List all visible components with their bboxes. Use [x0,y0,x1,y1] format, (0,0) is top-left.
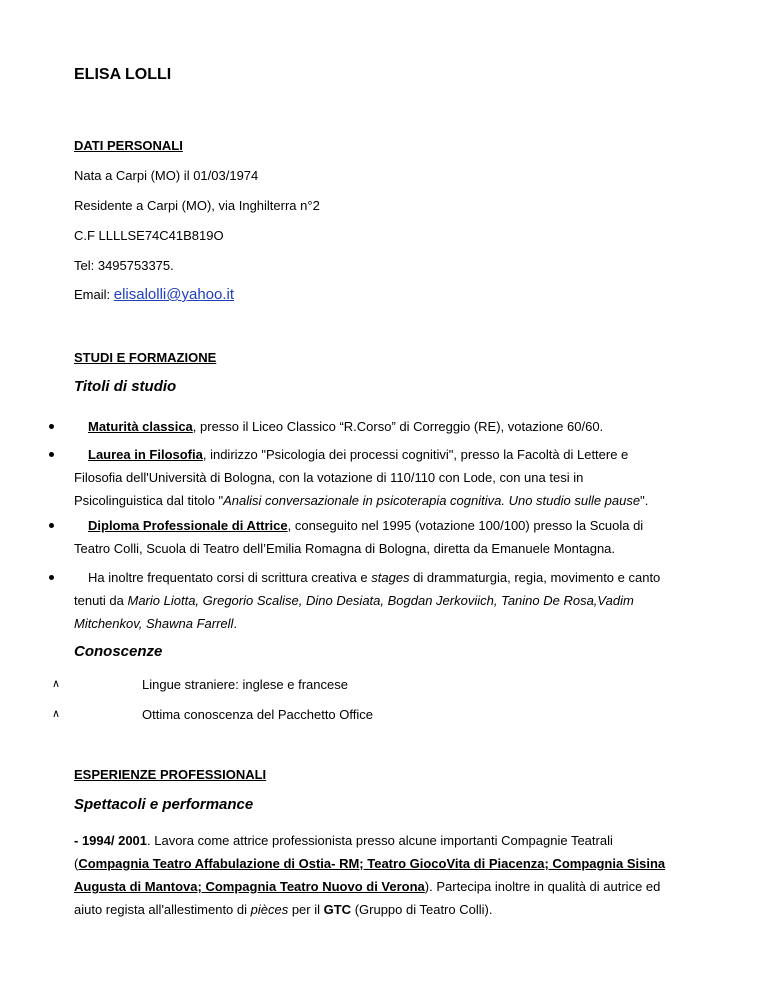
email-label: Email: [74,287,114,302]
study-item-corsi: Ha inoltre frequentato corsi di scrittura creativa e stages di drammaturgia, regia, movimento e canto tenuti da Mario Liotta, Gregorio Scalise, Dino Desiata, Bogdan Jerkoviich, Tanino De Rosa,Vadim Mitchenkov, Shawna Farrell. [74,566,694,635]
experience-paragraph: - 1994/ 2001. Lavora come attrice professionista presso alcune importanti Compagnie Teatrali (Compagnia Teatro Affabulazione di Ostia- RM; Teatro GiocoVita di Piacenza; Compagnia Sisina Augusta di Mantova; Compagnia Teatro Nuovo di Verona). Partecipa inoltre in qualità di autrice ed aiuto regista all'allestimento di pièces per il GTC (Gruppo di Teatro Colli). [74,833,666,917]
caret-bullet-icon: ∧ [52,678,61,690]
study-item-diploma: Diploma Professionale di Attrice, conseguito nel 1995 (votazione 100/100) presso la Scuola di Teatro Colli, Scuola di Teatro dell’Emilia Romagna di Bologna, diretta da Emanuele Montagna. [74,514,694,560]
residence-line: Residente a Carpi (MO), via Inghilterra n°2 [74,198,320,213]
experience-subheading: Spettacoli e performance [74,796,254,813]
study-title: Maturità classica [88,419,193,434]
study-item-maturita: Maturità classica, presso il Liceo Classico “R.Corso” di Correggio (RE), votazione 60/60. [74,415,694,438]
bullet-icon [49,523,54,528]
bullet-icon [49,424,54,429]
studies-subheading: Titoli di studio [74,378,177,395]
bullet-icon [49,452,54,457]
tel-line: Tel: 3495753375. [74,258,174,273]
knowledge-subheading: Conoscenze [74,643,163,660]
section-experience-heading: ESPERIENZE PROFESSIONALI [74,767,267,782]
study-title: Laurea in Filosofia [88,447,203,462]
section-personal-heading: DATI PERSONALI [74,138,183,153]
section-studies-heading: STUDI E FORMAZIONE [74,350,217,365]
cf-line: C.F LLLLSE74C41B819O [74,228,224,243]
study-item-laurea: Laurea in Filosofia, indirizzo "Psicologia dei processi cognitivi", presso la Facoltà di Lettere e Filosofia dell'Università di Bologna, con la votazione di 110/110 con Lode, con una tesi in Psicolinguistica dal titolo "Analisi conversazionale in psicoterapia cognitiva. Uno studio sulle pause". [74,443,694,512]
study-title: Diploma Professionale di Attrice [88,518,288,533]
email-link[interactable]: elisalolli@yahoo.it [113,286,235,303]
birth-line: Nata a Carpi (MO) il 01/03/1974 [74,168,259,183]
person-name: ELISA LOLLI [74,66,172,83]
bullet-icon [49,575,54,580]
email-line [74,286,234,303]
caret-bullet-icon: ∧ [52,708,61,720]
